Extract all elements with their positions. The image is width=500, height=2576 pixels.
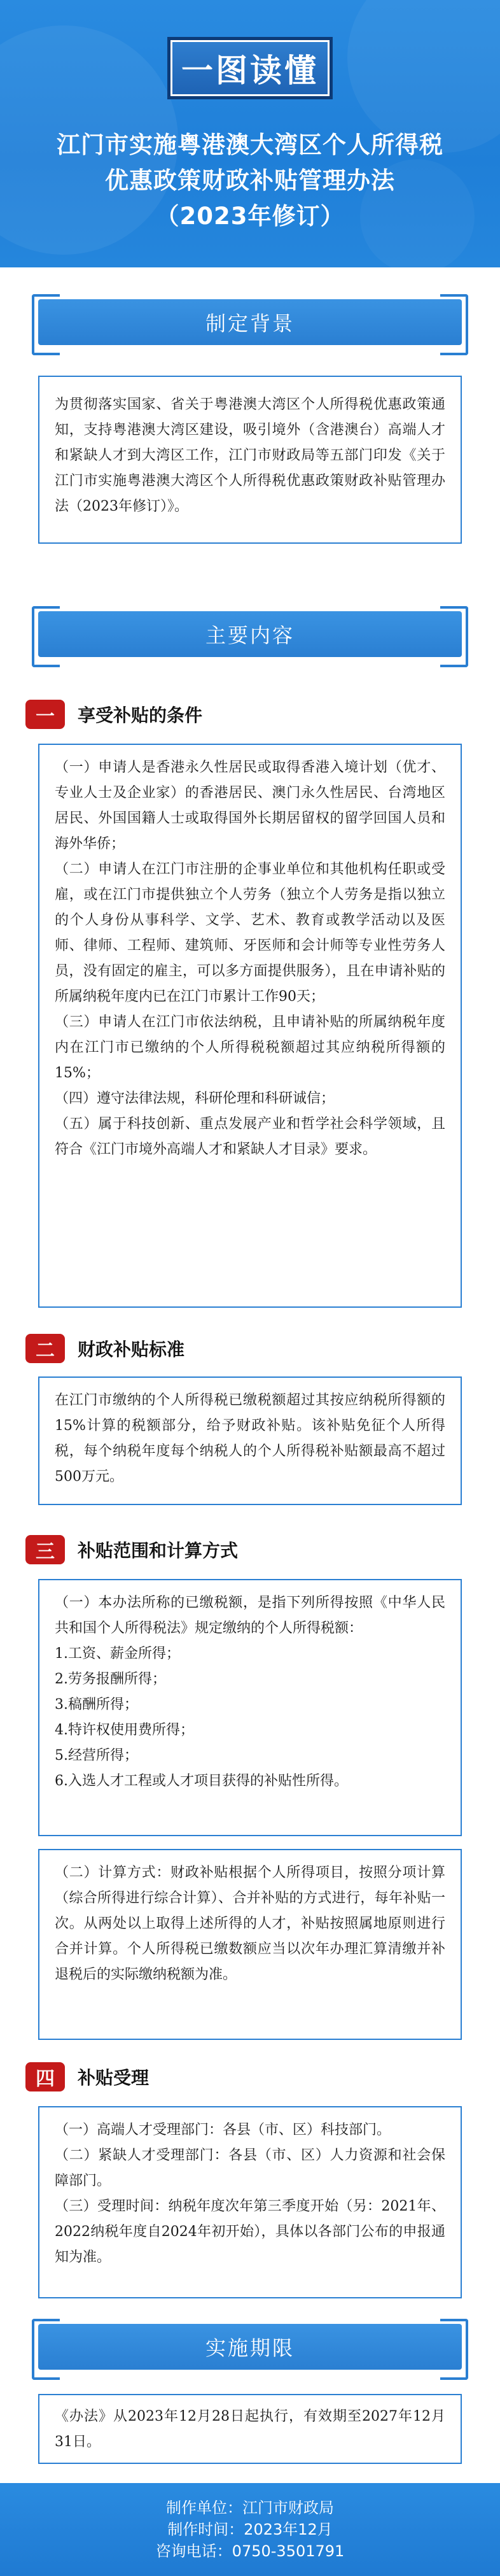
scope-intro: （一）本办法所称的已缴税额，是指下列所得按照《中华人民共和国个人所得税法》规定缴纳的个人所得税额： [55, 1595, 445, 1636]
subsection-title: 享受补贴的条件 [78, 705, 203, 726]
subsection-title: 财政补贴标准 [78, 1339, 185, 1360]
subsection-title: 补贴范围和计算方式 [78, 1540, 239, 1561]
footer [0, 2483, 500, 2576]
title-line: 江门市实施粤港澳大湾区个人所得税 [57, 131, 443, 159]
conditions-box [38, 744, 462, 1308]
standard-text: 在江门市缴纳的个人所得税已缴税额超过其按应纳税所得额的15%计算的税额部分，给予财政补贴。该补贴免征个人所得税，每个纳税年度每个纳税人的个人所得税补贴额最高不超过500万元。 [55, 1392, 445, 1485]
page-title [0, 127, 500, 234]
section-heading-background [38, 299, 462, 345]
acceptance-item: （二）紧缺人才受理部门：各县（市、区）人力资源和社会保障部门。 [55, 2148, 445, 2189]
background-text: 为贯彻落实国家、省关于粤港澳大湾区个人所得税优惠政策通知，支持粤港澳大湾区建设，吸引境外（含港澳台）高端人才和紧缺人才到大湾区工作，江门市财政局等五部门印发《关于江门市实施粤港澳大湾区个人所得税优惠政策财政补贴管理办法（2023年修订）》。 [55, 397, 445, 514]
scope-list-item: 6.入选人才工程或人才项目获得的补贴性所得。 [55, 1773, 348, 1789]
scope-list-item: 2.劳务报酬所得； [55, 1671, 166, 1687]
subsection-heading-4 [25, 2060, 149, 2093]
period-text: 《办法》从2023年12月28日起执行，有效期至2027年12月31日。 [55, 2409, 445, 2450]
number-badge: 二 [25, 1334, 65, 1363]
condition-item: （一）申请人是香港永久性居民或取得香港入境计划（优才、专业人士及企业家）的香港居民、澳门永久性居民、台湾地区居民、外国国籍人士或取得国外长期居留权的留学回国人员和海外华侨； [55, 760, 445, 852]
acceptance-item: （三）受理时间：纳税年度次年第三季度开始（另：2021年、2022纳税年度自2024年初开始），具体以各部门公布的申报通知为准。 [55, 2198, 445, 2265]
period-box [38, 2394, 462, 2464]
header-badge-text: 一图读懂 [181, 52, 319, 89]
scope-list-item: 3.稿酬所得； [55, 1697, 138, 1713]
condition-item: （四）遵守法律法规，科研伦理和科研诚信； [55, 1091, 335, 1107]
footer-line: 制作时间：2023年12月 [167, 2521, 333, 2538]
number-badge: 三 [25, 1535, 65, 1564]
section-heading-main [38, 611, 462, 657]
condition-item: （五）属于科技创新、重点发展产业和哲学社会科学领域，且符合《江门市境外高端人才和紧缺人才目录》要求。 [55, 1116, 445, 1157]
footer-line: 制作单位：江门市财政局 [166, 2499, 334, 2517]
section-heading-period [38, 2324, 462, 2370]
title-line: 优惠政策财政补贴管理办法 [105, 167, 395, 194]
subsection-heading-1 [25, 698, 202, 731]
scope-box [38, 1579, 462, 1836]
scope-list-item: 1.工资、薪金所得； [55, 1646, 180, 1662]
subsection-heading-3 [25, 1533, 238, 1566]
background-box [38, 376, 462, 544]
title-line: （2023年修订） [155, 202, 345, 230]
subsection-heading-2 [25, 1332, 184, 1365]
footer-line: 咨询电话：0750-3501791 [155, 2542, 345, 2560]
condition-item: （三）申请人在江门市依法纳税，且申请补贴的所属纳税年度内在江门市已缴纳的个人所得税税额超过其应纳税所得额的15%； [55, 1014, 445, 1081]
header-badge [167, 37, 333, 99]
acceptance-item: （一）高端人才受理部门：各县（市、区）科技部门。 [55, 2122, 391, 2138]
number-badge: 四 [25, 2062, 65, 2091]
condition-item: （二）申请人在江门市注册的企事业单位和其他机构任职或受雇，或在江门市提供独立个人劳务（独立个人劳务是指以独立的个人身份从事科学、文学、艺术、教育或教学活动以及医师、律师、工程师、建筑师、牙医师和会计师等专业性劳务人员，没有固定的雇主，可以多方面提供服务），且在申请补贴的所属纳税年度内已在江门市累计工作90天； [55, 861, 445, 1005]
calculation-box [38, 1849, 462, 2040]
calculation-text: （二）计算方式：财政补贴根据个人所得项目，按照分项计算（综合所得进行综合计算）、合并补贴的方式进行，每年补贴一次。从两处以上取得上述所得的人才，补贴按照属地原则进行合并计算。个人所得税已缴数额应当以次年办理汇算清缴并补退税后的实际缴纳税额为准。 [55, 1865, 445, 1983]
scope-list-item: 5.经营所得； [55, 1748, 138, 1764]
acceptance-box [38, 2106, 462, 2298]
subsection-title: 补贴受理 [78, 2067, 149, 2088]
standard-box [38, 1376, 462, 1505]
header [0, 0, 500, 267]
number-badge: 一 [25, 700, 65, 729]
section-heading-text: 主要内容 [205, 623, 295, 648]
section-heading-text: 制定背景 [205, 311, 295, 336]
scope-list-item: 4.特许权使用费所得； [55, 1722, 194, 1738]
section-heading-text: 实施期限 [205, 2336, 295, 2360]
